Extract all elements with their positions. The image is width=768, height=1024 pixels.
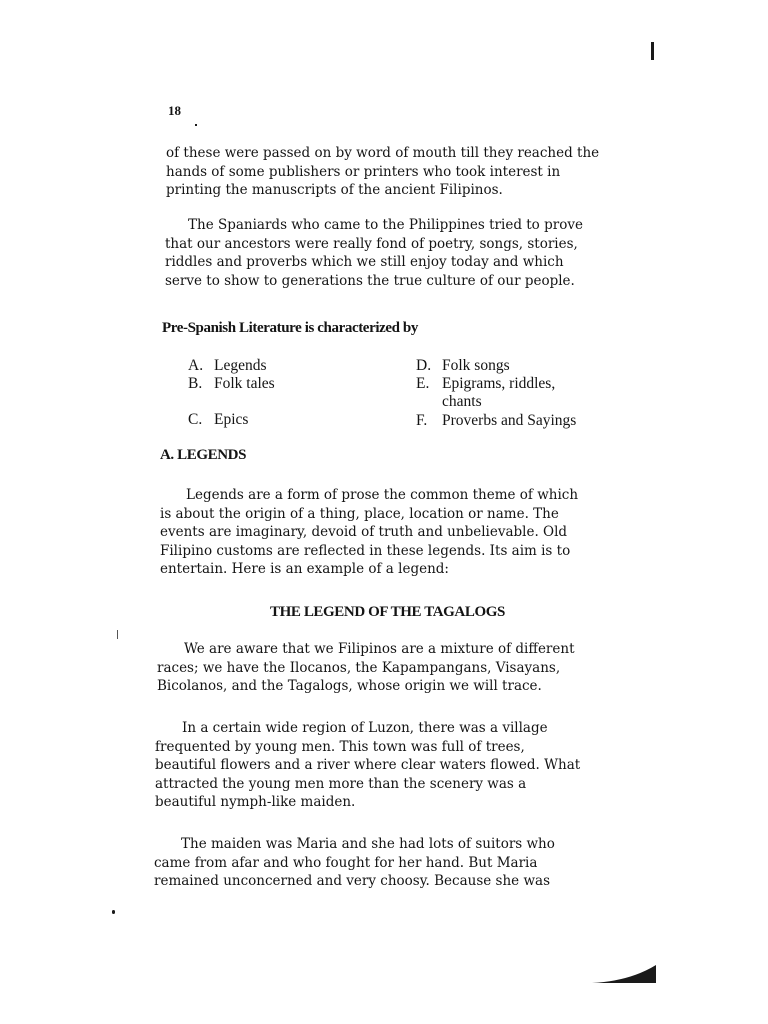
page-curl-shadow <box>590 955 660 987</box>
text-line: riddles and proverbs which we still enjoy today and which <box>165 254 564 270</box>
list-marker: B. <box>188 375 203 392</box>
scan-dot-left <box>112 910 115 914</box>
text-line: beautiful nymph-like maiden. <box>155 794 356 810</box>
text-line: The Spaniards who came to the Philippines tried to prove <box>188 217 583 233</box>
text-line: We are aware that we Filipinos are a mixture of different <box>184 641 575 657</box>
text-line: came from afar and who fought for her hand. But Maria <box>154 854 538 871</box>
list-item-epigrams <box>416 375 555 411</box>
subheading-legends: A. LEGENDS <box>160 447 247 463</box>
list-text: Epigrams, riddles, <box>442 375 556 392</box>
text-line: is about the origin of a thing, place, location or name. The <box>160 505 559 522</box>
list-item-proverbs <box>416 412 576 430</box>
text-line: entertain. Here is an example of a legend: <box>160 561 449 577</box>
text-line: The maiden was Maria and she had lots of suitors who <box>181 836 555 852</box>
list-marker: A. <box>188 357 204 374</box>
list-marker: C. <box>188 411 203 428</box>
list-marker: E. <box>416 375 430 392</box>
paragraph-legends-definition <box>160 486 616 579</box>
list-item-legends <box>188 357 267 375</box>
list-text: Proverbs and Sayings <box>442 412 577 429</box>
text-line: races; we have the Ilocanos, the Kapampangans, Visayans, <box>157 659 561 676</box>
text-line: events are imaginary, devoid of truth and unbelievable. Old <box>160 524 568 540</box>
paragraph-spaniards <box>165 216 621 290</box>
page-number: 18 <box>168 103 181 118</box>
paragraph-luzon-village <box>155 719 614 812</box>
paragraph-maria <box>154 835 615 891</box>
list-text: Legends <box>214 357 267 374</box>
text-line: frequented by young men. This town was full of trees, <box>155 738 525 755</box>
text-line: remained unconcerned and very choosy. Because she was <box>154 873 550 889</box>
list-text: Folk songs <box>442 357 510 374</box>
scan-dot-near-page-number <box>195 124 197 126</box>
text-line: Bicolanos, and the Tagalogs, whose origin we will trace. <box>157 678 542 694</box>
text-line: Filipino customs are reflected in these legends. Its aim is to <box>160 542 571 559</box>
text-line: attracted the young men more than the scenery was a <box>155 775 527 792</box>
text-line: Legends are a form of prose the common theme of which <box>186 487 579 503</box>
text-line: of these were passed on by word of mouth till they reached the <box>166 145 600 161</box>
text-line: printing the manuscripts of the ancient Filipinos. <box>166 182 503 198</box>
list-item-folk-songs <box>416 357 510 375</box>
list-text-continued: chants <box>442 393 482 410</box>
text-line: In a certain wide region of Luzon, there was a village <box>182 720 548 736</box>
list-marker: F. <box>416 412 428 429</box>
list-text: Folk tales <box>214 375 275 392</box>
list-text: Epics <box>214 411 249 428</box>
scan-mark-left-margin <box>117 630 118 639</box>
list-item-epics <box>188 411 248 429</box>
section-heading: Pre-Spanish Literature is characterized by <box>162 320 418 336</box>
scan-mark-top-right <box>651 42 654 60</box>
text-line: hands of some publishers or printers who took interest in <box>166 163 561 180</box>
list-item-folk-tales <box>188 375 275 393</box>
text-line: beautiful flowers and a river where clear waters flowed. What <box>155 757 581 773</box>
paragraph-intro-continued <box>166 144 618 200</box>
text-line: serve to show to generations the true culture of our people. <box>165 272 575 289</box>
list-marker: D. <box>416 357 432 374</box>
story-title: THE LEGEND OF THE TAGALOGS <box>270 604 505 620</box>
paragraph-filipino-races <box>157 640 616 696</box>
text-line: that our ancestors were really fond of poetry, songs, stories, <box>165 235 578 252</box>
